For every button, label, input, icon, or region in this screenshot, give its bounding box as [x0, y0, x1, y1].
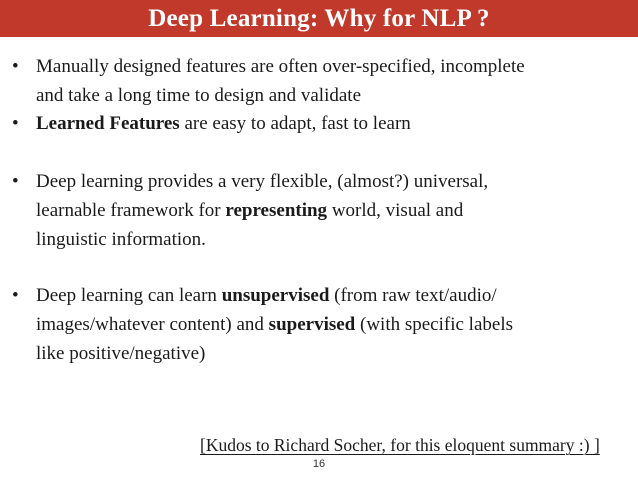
credit-text: [Kudos to Richard Socher, for this eloquent summary :) ] [200, 435, 600, 455]
bullet-symbol: • [12, 171, 19, 192]
bullet-2-rest: are easy to adapt, fast to learn [179, 113, 411, 134]
bullet-symbol: • [12, 285, 19, 306]
bullet-4-line-3: like positive/negative) [36, 343, 206, 364]
bullet-1-line-2: and take a long time to design and validate [36, 85, 362, 106]
bullet-3-line-2-bold: representing [225, 200, 328, 221]
bullet-4-line-2 [36, 310, 596, 339]
bullet-4-line-1-bold: unsupervised [221, 285, 330, 306]
bullet-2-bold: Learned Features [36, 113, 180, 134]
bullet-symbol: • [12, 56, 19, 77]
page-number: 16 [312, 458, 326, 470]
bullet-symbol: • [12, 113, 19, 134]
bullet-4-line-1-pre: Deep learning can learn [36, 285, 222, 306]
bullet-3-line-3: linguistic information. [36, 229, 206, 250]
bullet-1-line-1: Manually designed features are often over-specified, incomplete [36, 56, 525, 77]
bullet-1 [36, 52, 596, 110]
bullet-4 [36, 281, 596, 368]
slide-title: Deep Learning: Why for NLP ? [148, 5, 490, 32]
bullet-4-line-2-post: (with specific labels [355, 314, 514, 335]
bullet-3-line-2-pre: learnable framework for [36, 200, 226, 221]
credit-note [200, 435, 600, 455]
bullet-3-line-1: Deep learning provides a very flexible, (almost?) universal, [36, 171, 489, 192]
bullet-4-line-2-pre: images/whatever content) and [36, 314, 269, 335]
bullet-4-line-1-post: (from raw text/audio/ [329, 285, 497, 306]
bullet-3-line-2 [36, 196, 596, 225]
bullet-3-line-2-post: world, visual and [327, 200, 464, 221]
bullet-4-line-2-bold: supervised [268, 314, 356, 335]
bullet-3 [36, 167, 596, 254]
bullet-2 [36, 109, 596, 138]
title-bar [0, 0, 638, 37]
bullet-4-line-1 [36, 281, 596, 310]
